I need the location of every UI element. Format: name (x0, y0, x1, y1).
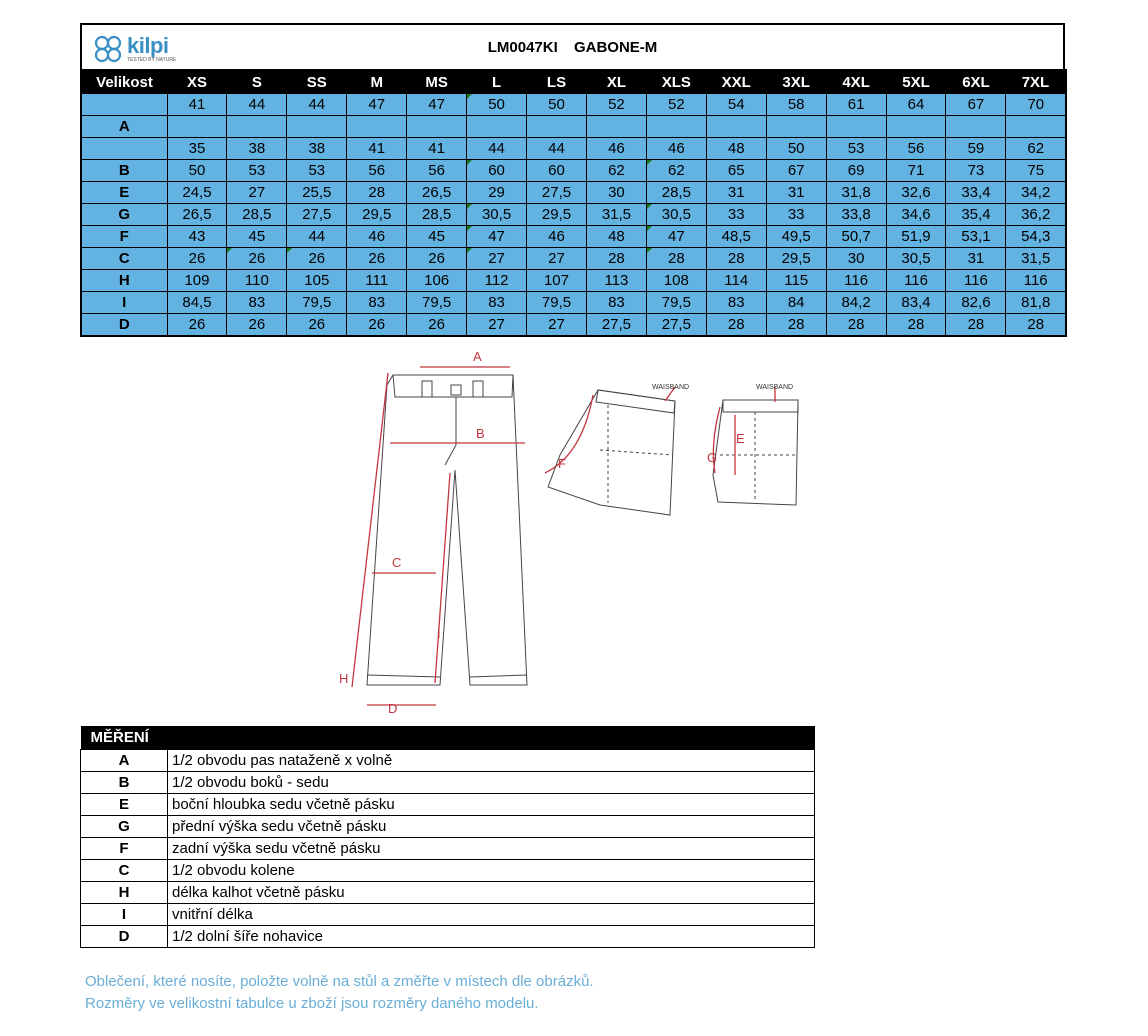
size-row (81, 226, 1066, 248)
size-row-label: B (81, 160, 167, 182)
measurement-row (81, 860, 815, 882)
footnote-line-2: Rozměry ve velikostní tabulce u zboží jsou rozměry daného modelu. (85, 995, 539, 1012)
size-col-header: M (347, 70, 407, 94)
size-row-label: C (81, 248, 167, 270)
size-row (81, 204, 1066, 226)
size-cell: 47 (347, 94, 407, 116)
measurement-code: C (81, 860, 168, 882)
measurement-description: 1/2 obvodu pas nataženě x volně (168, 750, 815, 772)
size-col-header: 3XL (766, 70, 826, 94)
product-name: GABONE-M (573, 39, 658, 56)
size-cell: 51,9 (886, 226, 946, 248)
size-cell: 31 (706, 182, 766, 204)
size-cell: 46 (527, 226, 587, 248)
size-cell: 28 (646, 248, 706, 270)
size-cell: 111 (347, 270, 407, 292)
size-cell: 44 (287, 94, 347, 116)
size-cell: 79,5 (407, 292, 467, 314)
size-row (81, 270, 1066, 292)
measurement-description: přední výška sedu včetně pásku (168, 816, 815, 838)
size-cell: 27 (527, 314, 587, 337)
size-cell: 27,5 (586, 314, 646, 337)
size-row-label: D (81, 314, 167, 337)
size-cell: 28 (1006, 314, 1066, 337)
size-cell: 75 (1006, 160, 1066, 182)
measurement-code: A (81, 750, 168, 772)
measurement-code: H (81, 882, 168, 904)
size-cell: 33,8 (826, 204, 886, 226)
size-row (81, 314, 1066, 337)
size-cell: 64 (886, 94, 946, 116)
size-cell: 106 (407, 270, 467, 292)
size-cell: 41 (347, 138, 407, 160)
size-cell: 49,5 (766, 226, 826, 248)
size-cell: 53 (287, 160, 347, 182)
size-col-header: MS (407, 70, 467, 94)
size-cell: 71 (886, 160, 946, 182)
size-row-label: A (81, 116, 167, 138)
size-cell: 30 (826, 248, 886, 270)
measurement-description: 1/2 obvodu kolene (168, 860, 815, 882)
measurement-row (81, 838, 815, 860)
size-cell: 33,4 (946, 182, 1006, 204)
size-cell: 50,7 (826, 226, 886, 248)
size-cell: 26,5 (167, 204, 227, 226)
size-cell: 54 (706, 94, 766, 116)
size-col-header: 4XL (826, 70, 886, 94)
size-cell: 108 (646, 270, 706, 292)
size-cell: 44 (287, 226, 347, 248)
size-cell: 116 (946, 270, 1006, 292)
size-cell: 70 (1006, 94, 1066, 116)
size-cell: 28,5 (227, 204, 287, 226)
size-cell: 30 (586, 182, 646, 204)
size-cell: 24,5 (167, 182, 227, 204)
size-cell (467, 116, 527, 138)
size-cell: 44 (467, 138, 527, 160)
size-cell: 43 (167, 226, 227, 248)
size-cell: 45 (227, 226, 287, 248)
size-cell (227, 116, 287, 138)
size-cell: 28 (766, 314, 826, 337)
pants-fly (445, 397, 456, 465)
size-cell: 27,5 (646, 314, 706, 337)
size-cell: 30,5 (467, 204, 527, 226)
size-cell: 62 (586, 160, 646, 182)
size-row (81, 248, 1066, 270)
pants-hem-left (367, 675, 440, 677)
size-cell: 79,5 (527, 292, 587, 314)
size-cell: 45 (407, 226, 467, 248)
label-b: B (476, 426, 485, 441)
size-cell: 26 (347, 248, 407, 270)
size-cell: 62 (1006, 138, 1066, 160)
size-row-label (81, 94, 167, 116)
size-cell: 54,3 (1006, 226, 1066, 248)
size-cell: 116 (886, 270, 946, 292)
pants-belt-loop (422, 381, 432, 397)
label-d: D (388, 701, 398, 715)
measurement-row (81, 772, 815, 794)
size-cell: 26 (347, 314, 407, 337)
size-cell: 41 (407, 138, 467, 160)
size-col-header: 7XL (1006, 70, 1066, 94)
size-row-label: E (81, 182, 167, 204)
size-cell: 52 (646, 94, 706, 116)
size-cell: 34,2 (1006, 182, 1066, 204)
size-cell: 62 (646, 160, 706, 182)
size-cell: 53 (227, 160, 287, 182)
pants-waistband-front (596, 390, 675, 413)
size-cell: 27 (527, 248, 587, 270)
size-cell: 31 (766, 182, 826, 204)
size-cell: 82,6 (946, 292, 1006, 314)
size-cell: 79,5 (287, 292, 347, 314)
size-col-header: S (227, 70, 287, 94)
measurement-title: MĚŘENÍ (81, 726, 815, 750)
measurement-row (81, 750, 815, 772)
size-cell: 83 (347, 292, 407, 314)
size-cell (527, 116, 587, 138)
size-cell: 26 (227, 314, 287, 337)
waistband-label-left: WAISBAND (652, 384, 690, 391)
size-cell: 36,2 (1006, 204, 1066, 226)
footnote-line-1: Oblečení, které nosíte, položte volně na stůl a změřte v místech dle obrázků. (85, 973, 594, 990)
size-cell: 25,5 (287, 182, 347, 204)
size-cell: 26 (407, 248, 467, 270)
size-cell: 28 (826, 314, 886, 337)
size-cell: 56 (407, 160, 467, 182)
size-cell: 29 (467, 182, 527, 204)
size-cell: 32,6 (886, 182, 946, 204)
size-cell: 33 (706, 204, 766, 226)
size-cell: 83,4 (886, 292, 946, 314)
measurement-description: 1/2 obvodu boků - sedu (168, 772, 815, 794)
pants-waistband (393, 375, 513, 397)
size-cell: 47 (407, 94, 467, 116)
size-row-label: I (81, 292, 167, 314)
size-cell (826, 116, 886, 138)
measurement-description: vnitřní délka (168, 904, 815, 926)
size-cell: 28 (347, 182, 407, 204)
size-row (81, 116, 1066, 138)
size-cell: 31,5 (1006, 248, 1066, 270)
size-cell (646, 116, 706, 138)
size-cell: 109 (167, 270, 227, 292)
size-cell: 26,5 (407, 182, 467, 204)
size-cell: 73 (946, 160, 1006, 182)
size-cell: 79,5 (646, 292, 706, 314)
label-e: E (736, 431, 745, 446)
size-col-header: XXL (706, 70, 766, 94)
size-cell: 105 (287, 270, 347, 292)
size-cell (167, 116, 227, 138)
size-col-header: SS (287, 70, 347, 94)
size-cell (706, 116, 766, 138)
label-c: C (392, 555, 402, 570)
measurement-code: I (81, 904, 168, 926)
size-cell: 107 (527, 270, 587, 292)
pants-waistband-back (723, 400, 798, 412)
measurement-description: 1/2 dolní šíře nohavice (168, 926, 815, 948)
label-a: A (473, 349, 482, 364)
size-row-label: G (81, 204, 167, 226)
size-cell: 67 (766, 160, 826, 182)
label-i: I (437, 626, 441, 641)
brand-name: kilpi (127, 33, 169, 58)
size-cell: 35,4 (946, 204, 1006, 226)
size-cell: 116 (1006, 270, 1066, 292)
size-cell: 28,5 (407, 204, 467, 226)
measurement-description: boční hloubka sedu včetně pásku (168, 794, 815, 816)
size-cell: 27 (227, 182, 287, 204)
size-cell: 29,5 (527, 204, 587, 226)
size-table (80, 69, 1067, 337)
size-col-header: XS (167, 70, 227, 94)
measure-line-f (545, 395, 593, 473)
pants-seam-line (600, 450, 673, 455)
size-cell: 53 (826, 138, 886, 160)
size-cell: 69 (826, 160, 886, 182)
measurement-code: F (81, 838, 168, 860)
product-title (82, 39, 1063, 56)
size-row (81, 138, 1066, 160)
size-cell (946, 116, 1006, 138)
measurement-code: B (81, 772, 168, 794)
chart-header (80, 23, 1065, 69)
pants-hem-right (470, 675, 527, 677)
size-cell: 61 (826, 94, 886, 116)
pants-button (451, 385, 461, 395)
product-code: LM0047KI (487, 39, 558, 56)
size-cell: 60 (467, 160, 527, 182)
size-cell: 28 (586, 248, 646, 270)
pants-side-view-front (548, 390, 675, 515)
size-cell: 31,8 (826, 182, 886, 204)
size-cell (1006, 116, 1066, 138)
size-cell: 33 (766, 204, 826, 226)
measuring-instructions (85, 971, 594, 1015)
pants-belt-loop (473, 381, 483, 397)
size-cell: 52 (586, 94, 646, 116)
size-cell: 56 (347, 160, 407, 182)
size-cell: 29,5 (347, 204, 407, 226)
measurement-code: E (81, 794, 168, 816)
size-cell: 60 (527, 160, 587, 182)
size-cell: 113 (586, 270, 646, 292)
size-cell: 26 (227, 248, 287, 270)
size-col-header: XLS (646, 70, 706, 94)
size-cell: 26 (287, 314, 347, 337)
size-cell (586, 116, 646, 138)
size-cell: 38 (287, 138, 347, 160)
size-cell: 28 (886, 314, 946, 337)
size-cell: 81,8 (1006, 292, 1066, 314)
size-cell: 56 (886, 138, 946, 160)
size-col-header: 5XL (886, 70, 946, 94)
size-cell: 30,5 (646, 204, 706, 226)
size-cell: 83 (467, 292, 527, 314)
size-cell: 26 (167, 248, 227, 270)
size-cell: 44 (527, 138, 587, 160)
label-f: F (558, 456, 566, 471)
size-cell: 27,5 (287, 204, 347, 226)
pants-measurement-diagram (330, 345, 810, 715)
size-cell: 84 (766, 292, 826, 314)
size-col-header: LS (527, 70, 587, 94)
pants-outline (367, 375, 527, 685)
size-header-label: Velikost (81, 70, 167, 94)
size-cell (347, 116, 407, 138)
size-cell: 84,2 (826, 292, 886, 314)
size-cell: 50 (527, 94, 587, 116)
size-col-header: L (467, 70, 527, 94)
size-cell: 110 (227, 270, 287, 292)
size-cell: 48 (586, 226, 646, 248)
size-cell: 31 (946, 248, 1006, 270)
measurement-code: G (81, 816, 168, 838)
label-h: H (339, 671, 349, 686)
measurement-legend-body (81, 750, 815, 948)
size-cell: 26 (407, 314, 467, 337)
measurement-description: zadní výška sedu včetně pásku (168, 838, 815, 860)
size-cell: 50 (467, 94, 527, 116)
size-cell: 28 (946, 314, 1006, 337)
size-row-label: F (81, 226, 167, 248)
measurement-row (81, 794, 815, 816)
measurement-row (81, 882, 815, 904)
size-cell: 26 (287, 248, 347, 270)
size-cell: 28,5 (646, 182, 706, 204)
size-cell: 84,5 (167, 292, 227, 314)
size-cell: 26 (167, 314, 227, 337)
size-cell: 83 (586, 292, 646, 314)
size-cell: 28 (706, 314, 766, 337)
size-row (81, 182, 1066, 204)
size-cell: 35 (167, 138, 227, 160)
size-row-label (81, 138, 167, 160)
size-cell: 50 (766, 138, 826, 160)
size-cell: 27,5 (527, 182, 587, 204)
size-cell: 48,5 (706, 226, 766, 248)
measurement-row (81, 926, 815, 948)
size-cell: 30,5 (886, 248, 946, 270)
size-table-body (81, 94, 1066, 337)
size-cell (886, 116, 946, 138)
size-cell: 46 (586, 138, 646, 160)
pants-side-view-back (713, 400, 798, 505)
label-g: G (707, 450, 718, 465)
size-cell: 38 (227, 138, 287, 160)
size-cell: 46 (347, 226, 407, 248)
size-cell: 29,5 (766, 248, 826, 270)
size-cell: 48 (706, 138, 766, 160)
size-cell: 116 (826, 270, 886, 292)
size-cell: 27 (467, 248, 527, 270)
size-col-header: 6XL (946, 70, 1006, 94)
size-row (81, 160, 1066, 182)
size-row-label: H (81, 270, 167, 292)
size-cell: 31,5 (586, 204, 646, 226)
brand-tagline: TESTED BY NATURE (127, 57, 177, 63)
size-cell (287, 116, 347, 138)
size-col-header: XL (586, 70, 646, 94)
size-cell: 53,1 (946, 226, 1006, 248)
size-cell: 46 (646, 138, 706, 160)
size-cell: 65 (706, 160, 766, 182)
size-header-row (81, 70, 1066, 94)
size-cell: 27 (467, 314, 527, 337)
measurement-code: D (81, 926, 168, 948)
size-cell: 44 (227, 94, 287, 116)
size-cell: 67 (946, 94, 1006, 116)
waistband-label-right: WAISBAND (756, 384, 794, 391)
size-cell: 83 (706, 292, 766, 314)
size-cell: 47 (467, 226, 527, 248)
size-cell: 83 (227, 292, 287, 314)
size-cell: 115 (766, 270, 826, 292)
size-cell: 59 (946, 138, 1006, 160)
size-row (81, 94, 1066, 116)
measurement-row (81, 904, 815, 926)
size-row (81, 292, 1066, 314)
size-cell: 112 (467, 270, 527, 292)
measurement-description: délka kalhot včetně pásku (168, 882, 815, 904)
size-cell (407, 116, 467, 138)
size-cell: 28 (706, 248, 766, 270)
size-cell (766, 116, 826, 138)
size-cell: 41 (167, 94, 227, 116)
size-cell: 50 (167, 160, 227, 182)
measurement-legend (80, 726, 815, 948)
size-cell: 58 (766, 94, 826, 116)
size-cell: 34,6 (886, 204, 946, 226)
measurement-row (81, 816, 815, 838)
size-cell: 114 (706, 270, 766, 292)
size-cell: 47 (646, 226, 706, 248)
